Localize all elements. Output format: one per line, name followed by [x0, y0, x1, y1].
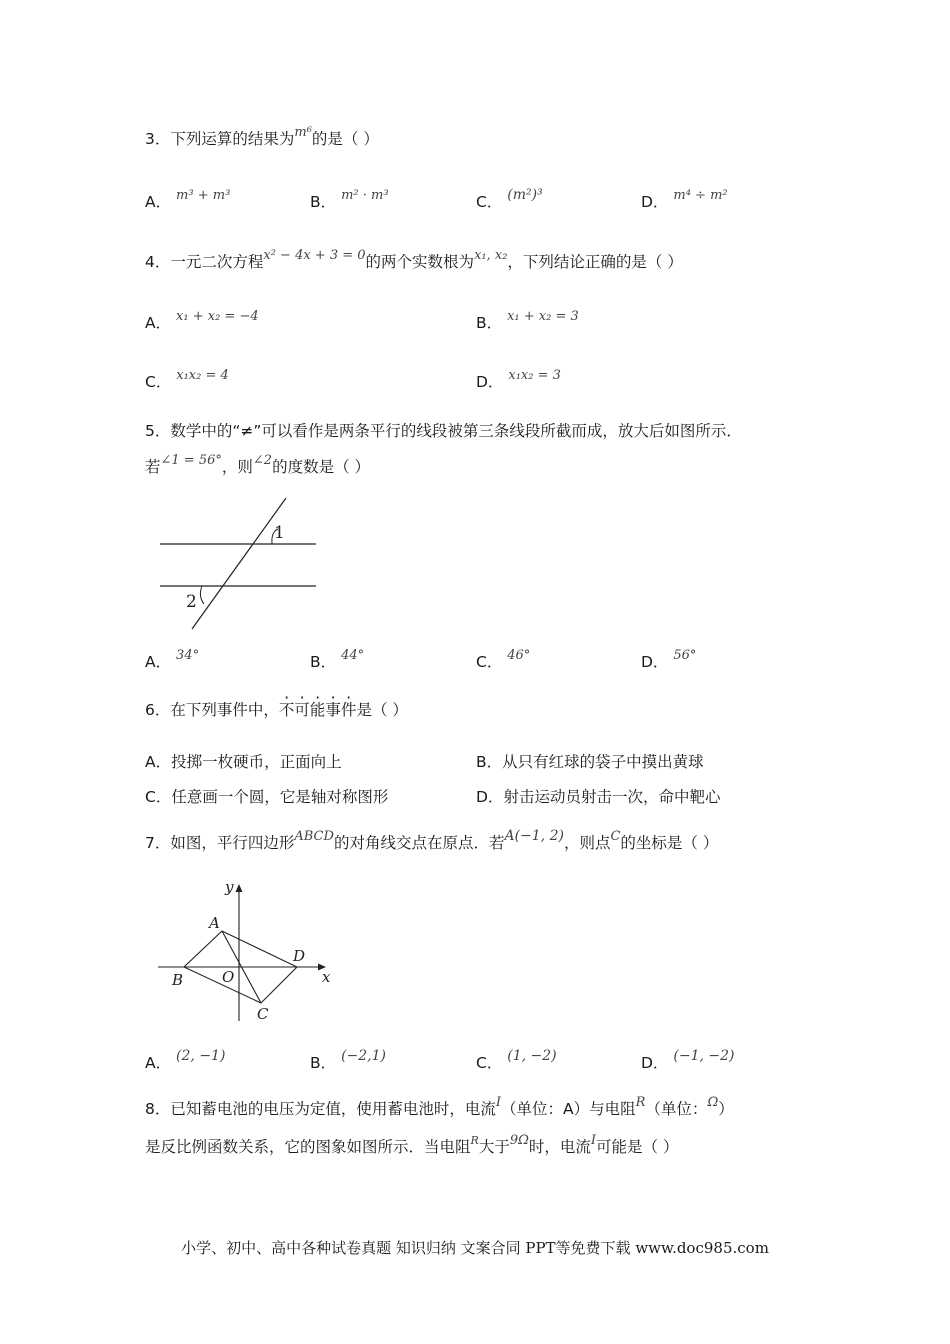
q3-stem-math: m⁶ [294, 125, 312, 140]
q4-option-d[interactable]: D． $^{x_1x_2 = 3}$ [476, 368, 561, 391]
q5-stem-line2: 若$^{\angle 1 = 56^\circ}$，则$^{\angle 2}$的度数是（ ） [145, 453, 371, 476]
q6-option-a[interactable]: A．投掷一枚硬币，正面向上 [145, 753, 342, 771]
q5-option-d[interactable]: D． $^{56^\circ}$ [641, 648, 697, 671]
q5-angle1-label: 1 [274, 523, 285, 543]
q7-figure [150, 876, 350, 1026]
q5-transversal [192, 498, 286, 629]
q7-label-b: B [172, 971, 184, 989]
q5-angle2-label: 2 [186, 592, 197, 612]
q5-option-b[interactable]: B． $^{44^\circ}$ [310, 648, 365, 671]
q7-option-c[interactable]: C． (1, −2) [476, 1048, 557, 1072]
q7-option-b[interactable]: B． (−2,1) [310, 1048, 386, 1072]
page-footer: 小学、初中、高中各种试卷真题 知识归纳 文案合同 PPT等免费下载 www.doc985.com [181, 1239, 769, 1257]
q5-option-a[interactable]: A． $^{34^\circ}$ [145, 648, 200, 671]
q4-option-c[interactable]: C． $^{x_1x_2 = 4}$ [145, 368, 229, 391]
q8-stem-line2: 是反比例函数关系，它的图象如图所示．当电阻$^R$大于$^{9\Omega}$时，电流$^I$可能是（ ） [145, 1133, 679, 1156]
q7-stem: 7．如图，平行四边形$^{ABCD}$的对角线交点在原点．若A(−1, 2)，则点$^C$的坐标是（ ） [145, 828, 719, 852]
q7-label-y: y [225, 878, 234, 896]
q7-label-d: D [293, 947, 306, 965]
q6-option-b[interactable]: B．从只有红球的袋子中摸出黄球 [476, 753, 704, 771]
q6-option-d[interactable]: D．射击运动员射击一次，命中靶心 [476, 788, 721, 806]
q7-label-o: O [222, 968, 235, 986]
q3-option-b[interactable]: B． $^{m^2 \cdot m^3}$ [310, 188, 389, 211]
q3-option-d[interactable]: D． $^{m^4 \div m^2}$ [641, 188, 728, 211]
q6-option-c[interactable]: C．任意画一个圆，它是轴对称图形 [145, 788, 389, 806]
q5-angle2-arc [200, 586, 204, 604]
q4-stem: 4．一元二次方程$^{x^2 - 4x + 3 = 0}$的两个实数根为$^{x_1, x_2}$，下列结论正确的是（ ） [145, 248, 683, 271]
q4-option-b[interactable]: B． $^{x_1 + x_2 = 3}$ [476, 309, 579, 332]
q7-option-d[interactable]: D． (−1, −2) [641, 1048, 735, 1072]
q7-option-a[interactable]: A． (2, −1) [145, 1048, 226, 1072]
q5-option-c[interactable]: C． $^{46^\circ}$ [476, 648, 531, 671]
q3-stem: 3．下列运算的结果为$^{m^6}$的是（ ） [145, 125, 379, 148]
q4-option-a[interactable]: A． $^{x_1 + x_2 = -4}$ [145, 309, 259, 332]
q3-option-a[interactable]: A． $^{m^3 + m^3}$ [145, 188, 231, 211]
q7-label-a: A [209, 914, 220, 932]
q3-option-c[interactable]: C． (m²)³ [476, 187, 543, 211]
q8-stem-line1: 8．已知蓄电池的电压为定值，使用蓄电池时，电流$^I$（单位：A）与电阻$^R$（单位：$^\Omega$） [145, 1095, 734, 1118]
q5-figure [150, 492, 330, 637]
q7-label-c: C [257, 1005, 269, 1023]
q6-stem: 6．在下列事件中，不可能事件是（ ） [145, 701, 408, 719]
q5-stem-line1: 5．数学中的“≠”可以看作是两条平行的线段被第三条线段所截而成，放大后如图所示． [145, 422, 742, 440]
q7-y-arrow [236, 884, 243, 892]
q7-label-x: x [322, 968, 331, 986]
